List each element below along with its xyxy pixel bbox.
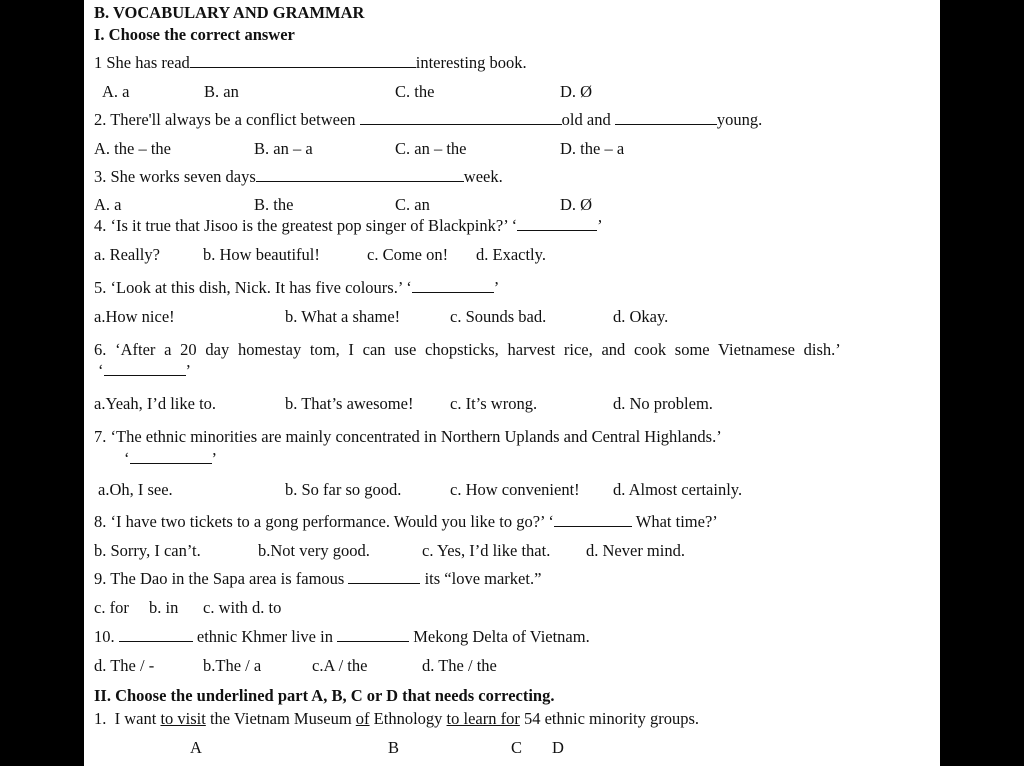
- underlined-part-b: of: [355, 709, 370, 728]
- opening-quote: ‘: [124, 449, 130, 468]
- question-9-text: 9. The Dao in the Sapa area is famous: [94, 569, 345, 588]
- question-2-text: 2. There'll always be a conflict between: [94, 110, 356, 129]
- option-d: d. Exactly.: [476, 245, 546, 264]
- option-c: c.A / the: [312, 656, 368, 675]
- option-a: d. The / -: [94, 656, 155, 675]
- sentence-part: 54 ethnic minority groups.: [523, 709, 700, 728]
- label-c: C: [511, 738, 523, 757]
- option-c: C. the: [395, 82, 435, 101]
- worksheet-page: [84, 0, 940, 766]
- option-c-d: c. with d. to: [203, 598, 282, 617]
- question-3-text-end: week.: [463, 167, 503, 186]
- question-1: [94, 53, 527, 73]
- question-8-text-end: What time?’: [635, 512, 718, 531]
- option-a: b. Sorry, I can’t.: [94, 541, 201, 560]
- closing-quote: ’: [211, 449, 217, 468]
- option-b: b. What a shame!: [285, 307, 401, 326]
- option-b: b. So far so good.: [285, 480, 402, 499]
- closing-quote: ’: [185, 361, 191, 380]
- option-d: D. Ø: [560, 195, 593, 214]
- question-1-text: 1 She has read: [94, 53, 190, 72]
- answer-blank: [130, 449, 212, 464]
- question-7-blank-line: [124, 449, 217, 469]
- option-c: c. Sounds bad.: [450, 307, 547, 326]
- part1-title: I. Choose the correct answer: [94, 25, 295, 44]
- option-a: A. a: [102, 82, 130, 101]
- option-a: a.Oh, I see.: [98, 480, 173, 499]
- option-c: c. Come on!: [367, 245, 449, 264]
- question-10-text: ethnic Khmer live in: [196, 627, 333, 646]
- underlined-part-c: to learn for: [446, 709, 520, 728]
- answer-blank: [348, 569, 420, 584]
- option-a: c. for: [94, 598, 129, 617]
- option-d: D. Ø: [560, 82, 593, 101]
- option-d: D. the – a: [560, 139, 625, 158]
- option-a: a.Yeah, I’d like to.: [94, 394, 217, 413]
- option-a: a.How nice!: [94, 307, 175, 326]
- answer-blank: [615, 110, 717, 125]
- option-d: d. Okay.: [613, 307, 669, 326]
- question-2-text-end: young.: [716, 110, 763, 129]
- answer-blank: [256, 167, 464, 182]
- option-c: C. an: [395, 195, 430, 214]
- label-b: B: [388, 738, 400, 757]
- option-c: c. It’s wrong.: [450, 394, 538, 413]
- option-d: d. Almost certainly.: [613, 480, 743, 499]
- option-c: c. How convenient!: [450, 480, 580, 499]
- opening-quote: ‘: [98, 361, 104, 380]
- question-2: [94, 110, 762, 130]
- label-a: A: [190, 738, 202, 757]
- option-b: b. That’s awesome!: [285, 394, 414, 413]
- answer-blank: [337, 627, 409, 642]
- part2-title: II. Choose the underlined part A, B, C or D that needs correcting.: [94, 686, 555, 705]
- answer-blank: [360, 110, 562, 125]
- question-2-text-mid: old and: [561, 110, 611, 129]
- question-10-text-end: Mekong Delta of Vietnam.: [413, 627, 590, 646]
- answer-blank: [554, 512, 632, 527]
- answer-blank: [517, 216, 597, 231]
- question-10-number: 10.: [94, 627, 115, 646]
- option-d: d. The / the: [422, 656, 497, 675]
- option-b: b. How beautiful!: [203, 245, 320, 264]
- option-b: b.The / a: [203, 656, 262, 675]
- option-c: c. Yes, I’d like that.: [422, 541, 551, 560]
- answer-blank: [104, 361, 186, 376]
- option-d: d. Never mind.: [586, 541, 685, 560]
- option-a: A. a: [94, 195, 122, 214]
- label-d: D: [552, 738, 564, 757]
- section-title: B. VOCABULARY AND GRAMMAR: [94, 3, 365, 22]
- underlined-part-a: to visit: [160, 709, 206, 728]
- question-10: [94, 627, 590, 647]
- part2-question-1: [94, 709, 699, 729]
- answer-blank: [119, 627, 193, 642]
- option-c: C. an – the: [395, 139, 467, 158]
- question-8: [94, 512, 718, 532]
- option-a: A. the – the: [94, 139, 171, 158]
- option-b: B. the: [254, 195, 294, 214]
- question-9-text-end: its “love market.”: [424, 569, 542, 588]
- question-4-text: 4. ‘Is it true that Jisoo is the greatest pop singer of Blackpink?’ ‘: [94, 216, 518, 235]
- question-5: [94, 278, 499, 298]
- option-b: B. an – a: [254, 139, 313, 158]
- option-b: b. in: [149, 598, 179, 617]
- closing-quote: ’: [493, 278, 500, 297]
- question-9: [94, 569, 541, 589]
- question-4: [94, 216, 603, 236]
- question-7-text: 7. ‘The ethnic minorities are mainly concentrated in Northern Uplands and Central Highlands.’: [94, 427, 722, 446]
- sentence-part: Ethnology: [373, 709, 443, 728]
- question-3: [94, 167, 503, 187]
- option-a: a. Really?: [94, 245, 160, 264]
- answer-blank: [412, 278, 494, 293]
- question-5-text: 5. ‘Look at this dish, Nick. It has five colours.’ ‘: [94, 278, 412, 297]
- option-b: B. an: [204, 82, 239, 101]
- question-6-text: 6. ‘After a 20 day homestay tom, I can use chopsticks, harvest rice, and cook some Vietnamese dish.’: [94, 340, 841, 359]
- closing-quote: ’: [597, 216, 603, 235]
- question-number: 1.: [94, 709, 107, 728]
- option-d: d. No problem.: [613, 394, 713, 413]
- question-8-text: 8. ‘I have two tickets to a gong performance. Would you like to go?’ ‘: [94, 512, 554, 531]
- question-1-text-end: interesting book.: [415, 53, 527, 72]
- sentence-part: the Vietnam Museum: [209, 709, 352, 728]
- answer-blank: [190, 53, 416, 68]
- sentence-part: I want: [114, 709, 157, 728]
- question-3-text: 3. She works seven days: [94, 167, 256, 186]
- option-b: b.Not very good.: [258, 541, 370, 560]
- question-6-blank-line: [98, 361, 191, 381]
